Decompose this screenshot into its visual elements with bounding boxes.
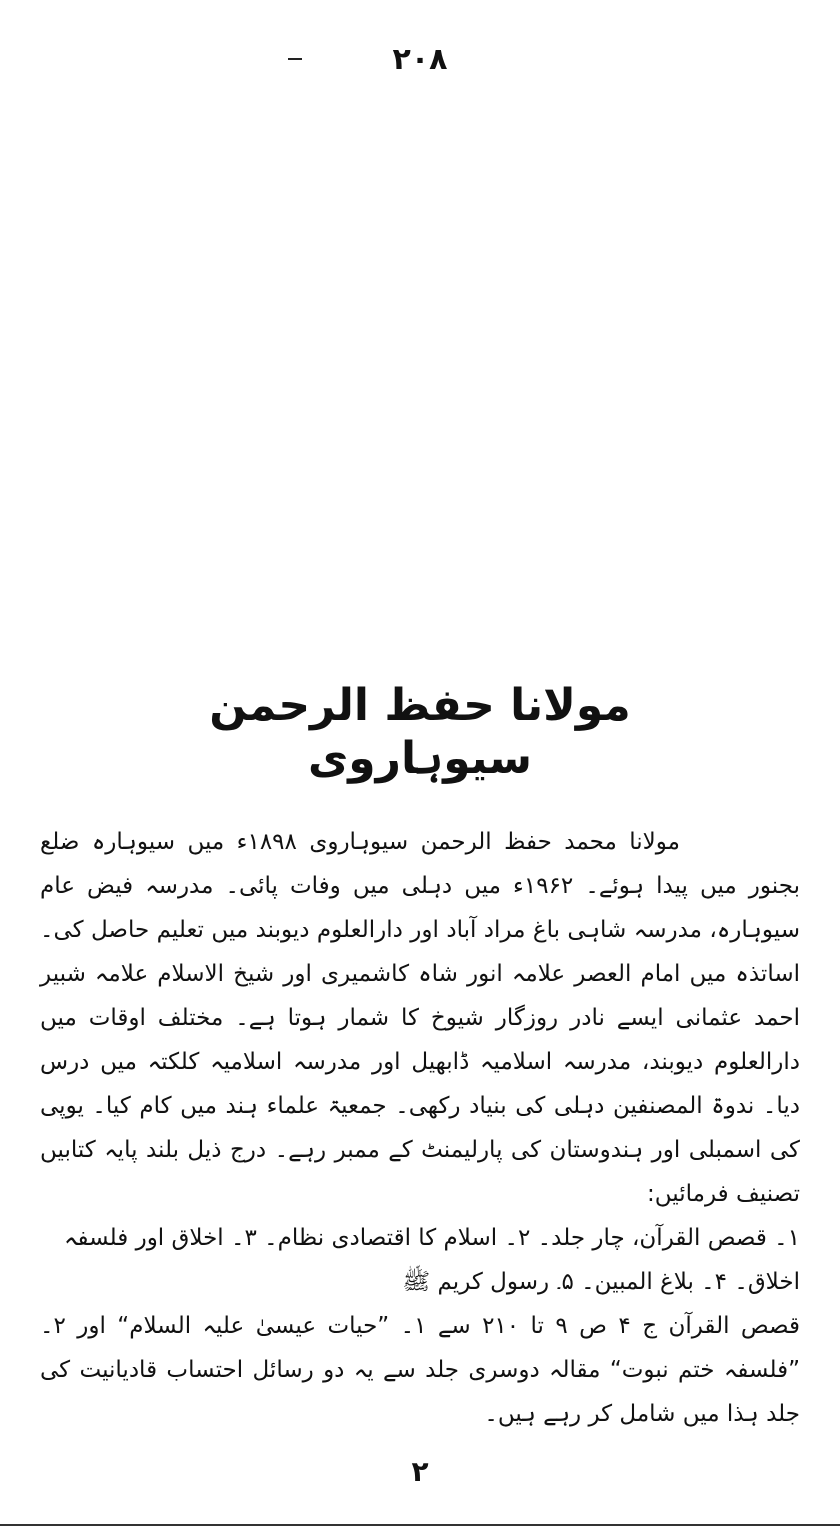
books-list-line-1: ۱۔ قصص القرآن، چار جلد۔ ۲۔ اسلام کا اقتصادی نظام۔ ۳۔ اخلاق اور فلسفہ — [64, 1225, 800, 1251]
biography-paragraph: مولانا محمد حفظ الرحمن سیوہاروی ۱۸۹۸ء میں سیوہارہ ضلع بجنور میں پیدا ہوئے۔ ۱۹۶۲ء میں دہلی میں وفات پائی۔ مدرسہ فیض عام سیوہارہ، مدرسہ شاہی باغ مراد آباد اور دارالعلوم دیوبند میں تعلیم حاصل کی۔ اساتذہ میں امام العصر علامہ انور شاہ کاشمیری اور شیخ الاسلام علامہ شبیر احمد عثمانی ایسے نادر روزگار شیوخ کا شمار ہوتا ہے۔ مختلف اوقات میں دارالعلوم دیوبند، مدرسہ اسلامیہ ڈابھیل اور مدرسہ اسلامیہ کلکتہ میں درس دیا۔ ندوۃ المصنفین دہلی کی بنیاد رکھی۔ جمعیۃ علماء ہند میں کام کیا۔ یوپی کی اسمبلی اور ہندوستان کی پارلیمنٹ کے ممبر رہے۔ درج ذیل بلند پایہ کتابیں تصنیف فرمائیں: — [40, 829, 800, 1207]
editorial-note-paragraph: قصص القرآن ج ۴ ص ۹ تا ۲۱۰ سے ۱۔ ”حیات عیسیٰ علیہ السلام“ اور ۲۔ ”فلسفہ ختم نبوت“ مقالہ دوسری جلد سے یہ دو رسائل احتساب قادیانیت کی جلد ہذا میں شامل کر رہے ہیں۔ — [40, 1313, 801, 1427]
header-dash — [288, 58, 302, 60]
chapter-title: مولانا حفظ الرحمن سیوہاروی — [209, 680, 631, 784]
page-number: ۲۰۸ — [392, 42, 448, 77]
bottom-rule — [0, 1524, 840, 1526]
books-list-line-2: اخلاق۔ ۴۔ بلاغ المبین۔ ۵۔ رسول کریم ﷺ — [402, 1269, 800, 1295]
body-text — [40, 820, 800, 1436]
footer-page-marker: ۲ — [411, 1455, 429, 1488]
